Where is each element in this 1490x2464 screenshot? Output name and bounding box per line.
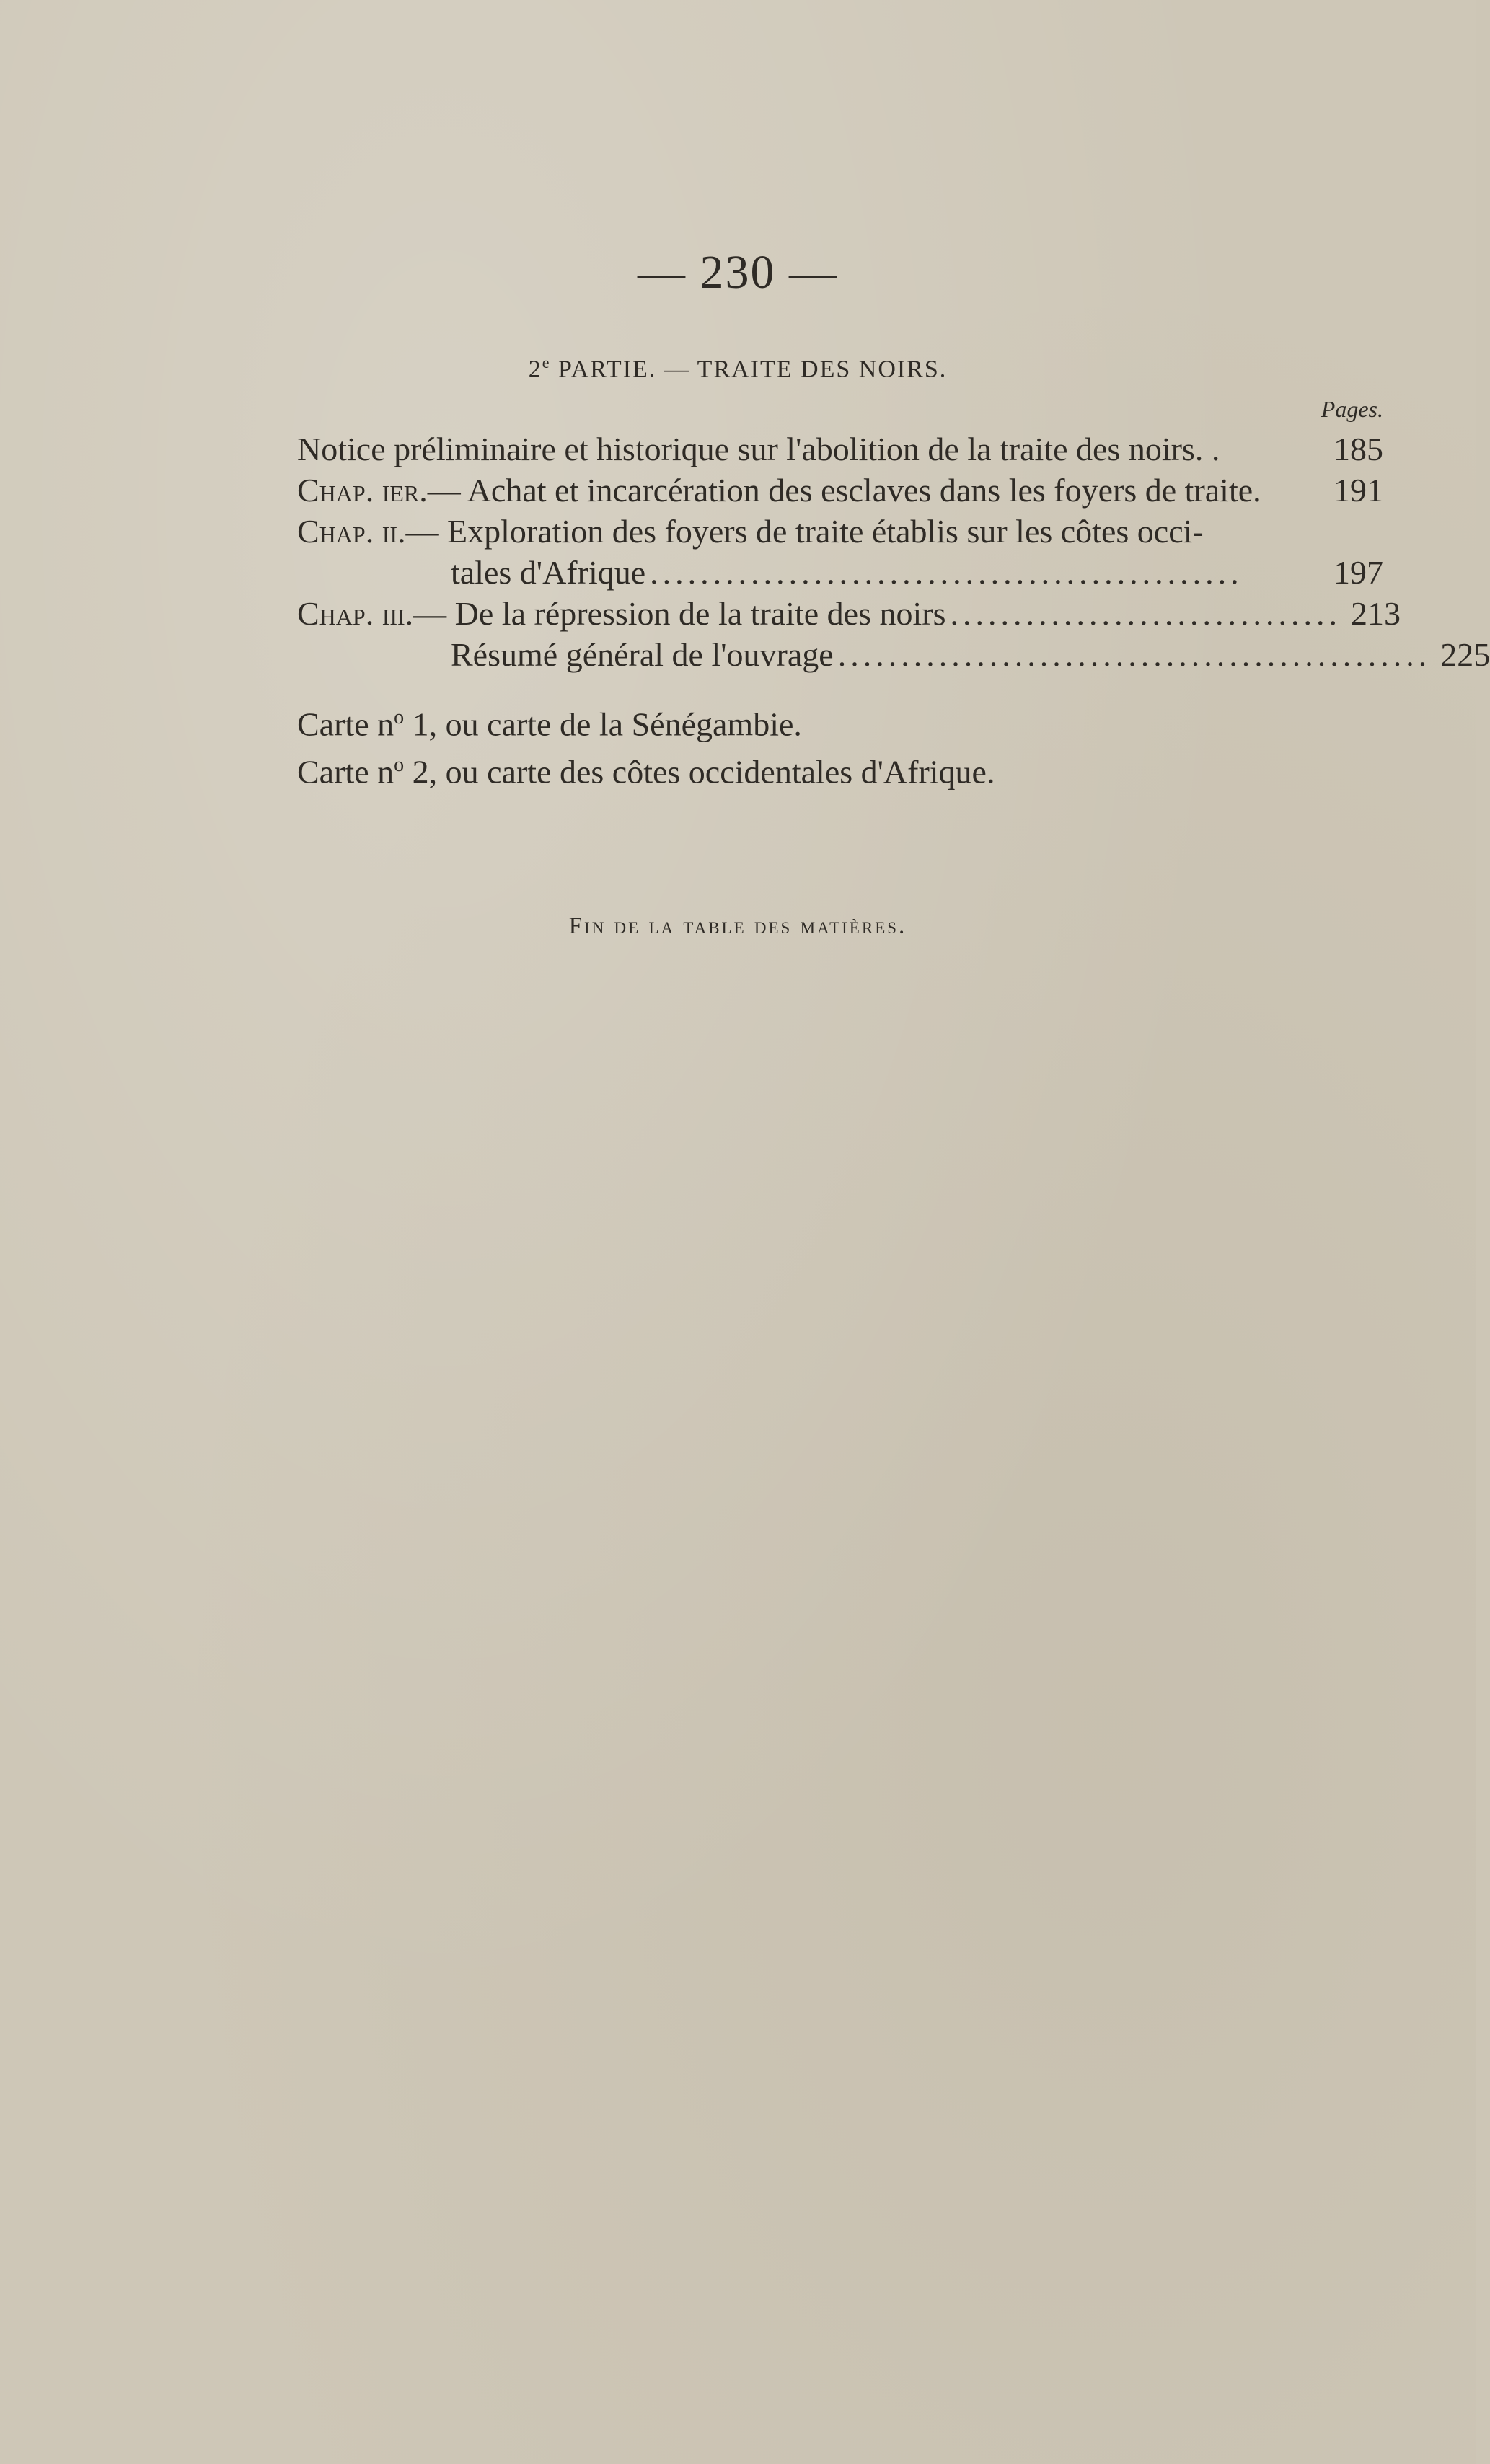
part-title: PARTIE. — TRAITE DES NOIRS. bbox=[550, 356, 948, 383]
map-entry-2 bbox=[297, 744, 1383, 792]
page-number: — 230 — bbox=[638, 246, 838, 299]
part-number: 2 bbox=[528, 356, 542, 383]
toc-entry-chap-1 bbox=[297, 470, 1383, 511]
map-number-sign: o bbox=[394, 754, 405, 777]
map-title: 2, ou carte des côtes occidentales d'Afrique. bbox=[404, 753, 995, 791]
part-number-suffix: e bbox=[542, 353, 551, 371]
toc-entry-notice bbox=[297, 428, 1383, 470]
chapter-label: Chap. ii. bbox=[297, 513, 406, 550]
map-prefix: Carte n bbox=[297, 705, 394, 743]
toc-page-number: 191 bbox=[1333, 472, 1383, 509]
map-number-sign: o bbox=[394, 706, 405, 729]
toc-entry-resume bbox=[297, 634, 1490, 675]
toc-page-number: 185 bbox=[1333, 431, 1383, 467]
toc-page-number: 197 bbox=[1333, 554, 1383, 591]
map-title: 1, ou carte de la Sénégambie. bbox=[404, 705, 802, 743]
toc-entry-text: tales d'Afrique bbox=[451, 554, 646, 591]
toc-entry-text: — Exploration des foyers de traite établis sur les côtes occi- bbox=[405, 513, 1204, 550]
map-entry-1 bbox=[297, 697, 1383, 744]
toc-page-number: 225 bbox=[1440, 636, 1490, 673]
toc-entry-chap-2-continued bbox=[297, 552, 1383, 593]
toc-entry-chap-3 bbox=[297, 593, 1401, 634]
pages-column-label: Pages. bbox=[1321, 396, 1383, 422]
map-prefix: Carte n bbox=[297, 753, 394, 791]
toc-entry-text: — Achat et incarcération des esclaves dans les foyers de traite. bbox=[427, 472, 1261, 509]
toc-leader-dots: ............................................... bbox=[837, 636, 1432, 673]
chapter-label: Chap. ier. bbox=[297, 472, 428, 509]
toc-entry-text: Résumé général de l'ouvrage bbox=[451, 636, 834, 673]
toc-page-number: 213 bbox=[1351, 595, 1401, 632]
part-heading bbox=[0, 353, 1476, 383]
table-of-contents bbox=[297, 382, 1490, 793]
toc-leader-dots: ............................... bbox=[950, 595, 1341, 632]
toc-entry-text: — De la répression de la traite des noirs bbox=[413, 595, 946, 632]
end-of-table-notice: Fin de la table des matières. bbox=[568, 913, 907, 939]
toc-leader-dots: ............................................... bbox=[650, 554, 1243, 591]
toc-entry-chap-2 bbox=[297, 511, 1383, 552]
chapter-label: Chap. iii. bbox=[297, 595, 414, 632]
toc-entry-text: Notice préliminaire et historique sur l'abolition de la traite des noirs. . bbox=[297, 431, 1220, 467]
